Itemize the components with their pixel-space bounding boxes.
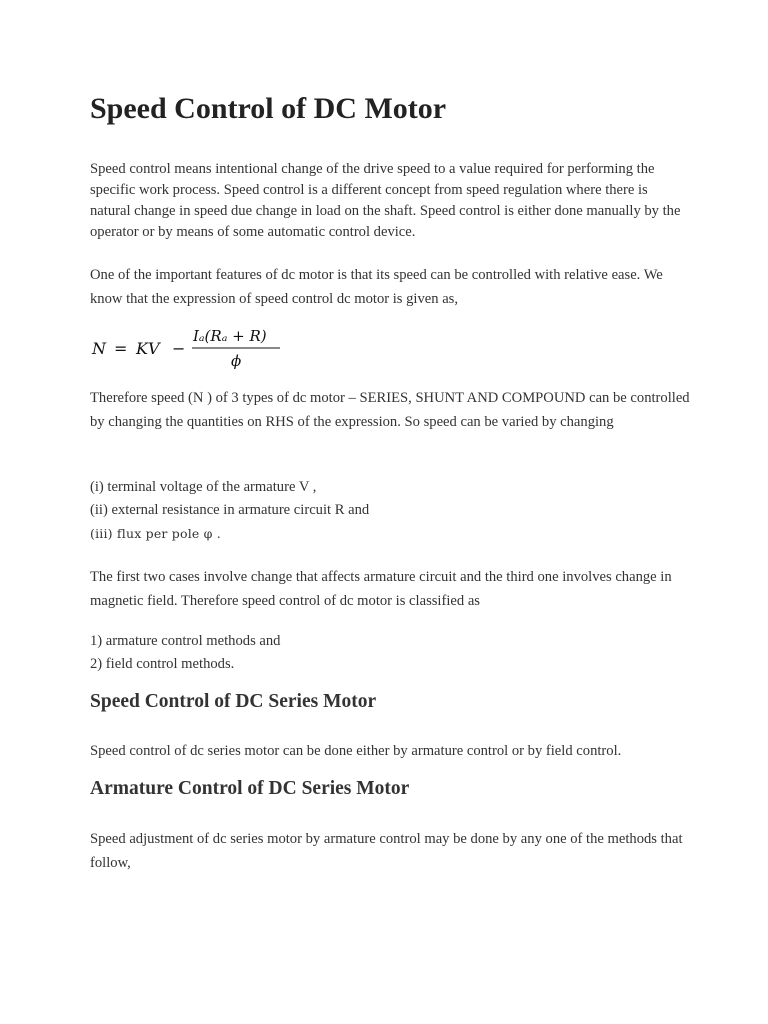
features-paragraph: One of the important features of dc motor is that its speed can be controlled with relative ease. We know that the expression of speed control dc motor is given as, xyxy=(90,267,663,307)
formula-kv: KV xyxy=(136,339,160,358)
page-title: Speed Control of DC Motor xyxy=(90,92,447,125)
speed-formula xyxy=(90,322,300,372)
armature-control-heading: Armature Control of DC Series Motor xyxy=(90,778,410,799)
therefore-paragraph: Therefore speed (N ) of 3 types of dc motor – SERIES, SHUNT AND COMPOUND can be controlled by changing the quantities on RHS of the expression. So speed can be varied by changing xyxy=(90,390,690,430)
method-item: 1) armature control methods and xyxy=(90,633,281,649)
formula-denominator: ϕ xyxy=(231,352,242,370)
intro-paragraph: Speed control means intentional change of the drive speed to a value required for performing the specific work process. Speed control is a different concept from speed regulation where there is natural change in speed due change in load on the shaft. Speed control is either done manually by the operator or by means of some automatic control device. xyxy=(90,161,681,240)
formula-numerator: Iₐ(Rₐ + R) xyxy=(193,327,267,345)
quantity-item: (i) terminal voltage of the armature V , xyxy=(90,479,317,495)
series-motor-paragraph: Speed control of dc series motor can be done either by armature control or by field control. xyxy=(90,743,622,759)
series-motor-heading: Speed Control of DC Series Motor xyxy=(90,691,377,712)
quantity-item: (ii) external resistance in armature circuit R and xyxy=(90,502,370,518)
formula-lhs: N xyxy=(92,339,106,358)
formula-equals: = xyxy=(114,339,128,358)
formula-minus: − xyxy=(172,339,186,358)
armature-control-paragraph: Speed adjustment of dc series motor by armature control may be done by any one of the methods that follow, xyxy=(90,831,683,871)
quantity-item: (iii) flux per pole φ . xyxy=(90,526,221,541)
method-item: 2) field control methods. xyxy=(90,656,235,672)
cases-paragraph: The first two cases involve change that affects armature circuit and the third one involves change in magnetic field. Therefore speed control of dc motor is classified as xyxy=(90,569,672,609)
